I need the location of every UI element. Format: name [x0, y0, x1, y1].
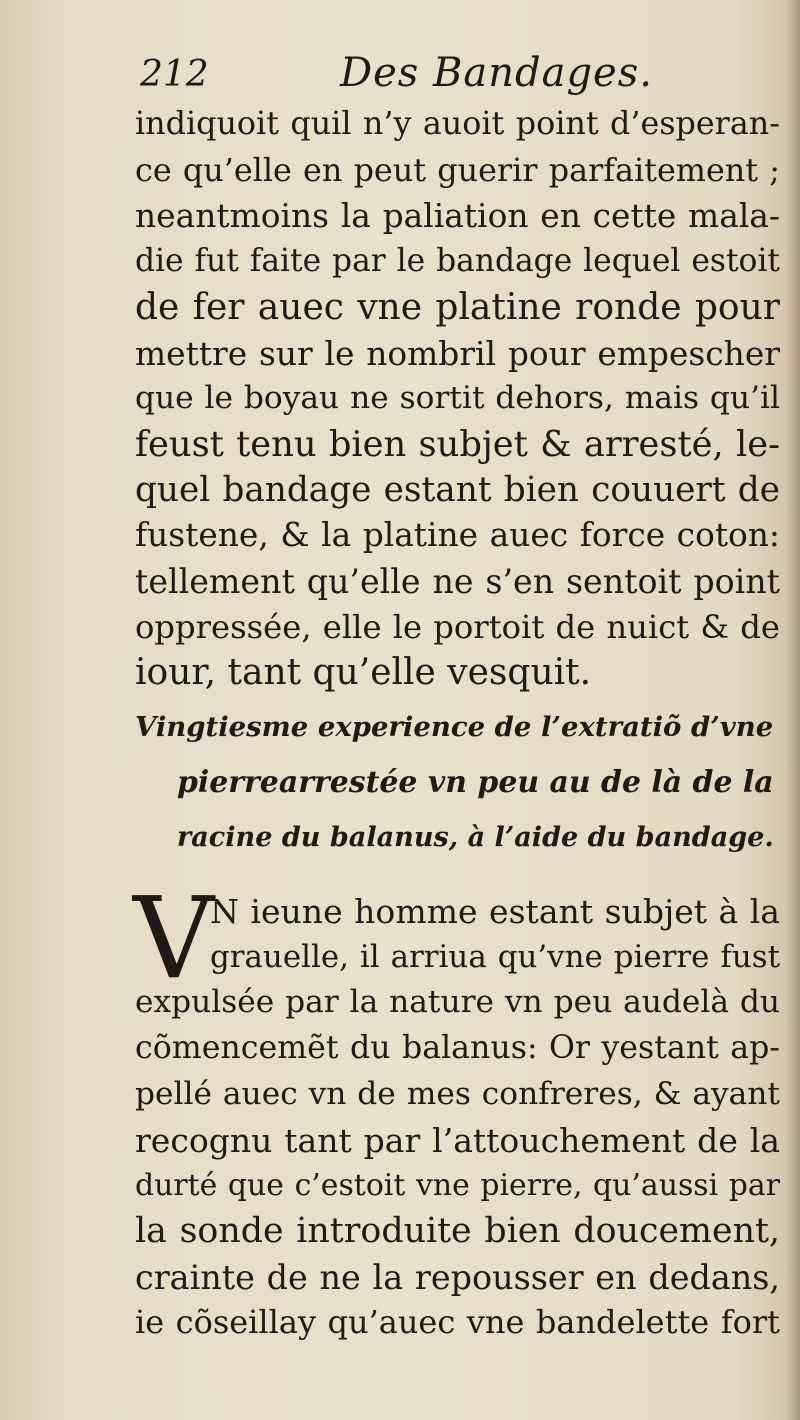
text-line: crainte de ne la repousser en dedans, — [135, 1257, 780, 1297]
text-line: que le boyau ne sortit dehors, mais qu’il — [135, 380, 780, 417]
paragraph-experience — [135, 889, 780, 1346]
text-line: die fut faite par le bandage lequel estoit — [135, 243, 780, 280]
text-line: durté que c’estoit vne pierre, qu’aussi par — [135, 1168, 780, 1204]
text-line: quel bandage estant bien couuert de — [135, 469, 780, 510]
text-line: cõmencemẽt du balanus: Or yestant ap- — [135, 1030, 780, 1067]
running-title: Des Bandages. — [340, 50, 653, 96]
heading-line: racine du balanus, à l’aide du bandage. — [177, 822, 774, 853]
text-line: pellé auec vn de mes confreres, & ayant — [135, 1075, 780, 1112]
text-line: grauelle, il arriua qu’vne pierre fust — [210, 938, 780, 975]
text-line: neantmoins la paliation en cette mala- — [135, 196, 780, 236]
text-line: feust tenu bien subjet & arresté, le- — [135, 423, 780, 465]
text-line: iour, tant qu’elle vesquit. — [135, 652, 592, 694]
text-line: tellement qu’elle ne s’en sentoit point — [135, 562, 780, 602]
page-header — [140, 40, 780, 100]
text-line: N ieune homme estant subjet à la — [210, 892, 780, 931]
text-line: la sonde introduite bien doucement, — [135, 1210, 780, 1251]
heading-line: pierrearrestée vn peu au de là de la — [177, 765, 774, 800]
text-line: ce qu’elle en peut guerir parfaitement ; — [135, 150, 780, 189]
text-line: oppressée, elle le portoit de nuict & de — [135, 607, 780, 646]
page-number: 212 — [140, 54, 209, 95]
page-edge-shadow — [786, 0, 800, 1420]
text-line: mettre sur le nombril pour empescher — [135, 333, 780, 373]
text-line: expulsée par la nature vn peu audelà du — [135, 984, 780, 1021]
text-line: de fer auec vne platine ronde pour — [135, 286, 780, 328]
text-line: ie cõseillay qu’auec vne bandelette fort — [135, 1303, 780, 1342]
text-line: indiquoit quil n’y auoit point d’esperan- — [135, 106, 780, 142]
text-line: fustene, & la platine auec force coton: — [135, 516, 780, 555]
heading-line: Vingtiesme experience de l’extratiõ d’vne — [135, 711, 774, 743]
section-heading — [135, 700, 780, 865]
paragraph-continued — [135, 102, 780, 696]
drop-cap-letter: V — [133, 874, 214, 1004]
text-line: recognu tant par l’attouchement de la — [135, 1120, 780, 1160]
